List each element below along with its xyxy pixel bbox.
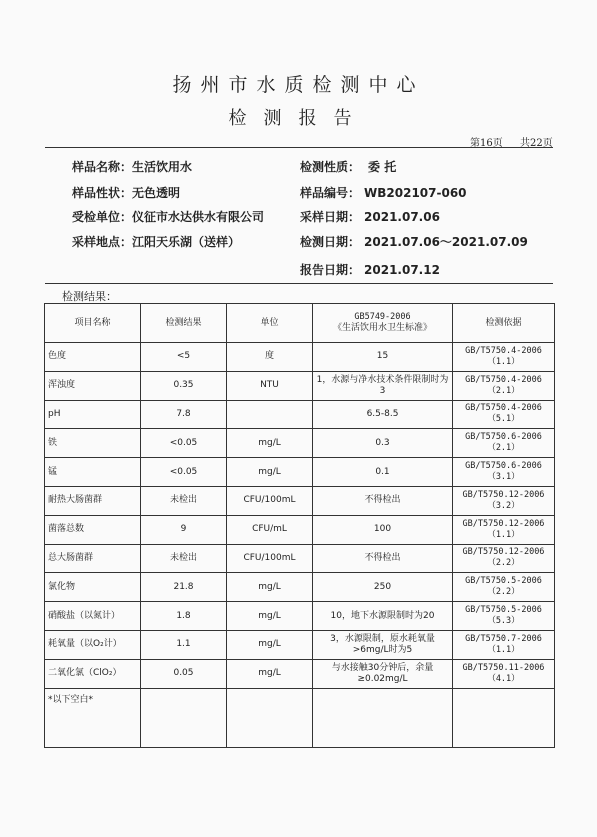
cell-basis: GB/T5750.11-2006（4.1） [453, 659, 555, 688]
cell-unit [227, 400, 313, 429]
cell-item: pH [45, 400, 141, 429]
cell-unit: 度 [227, 343, 313, 372]
sampling-date-label: 采样日期： [300, 210, 361, 224]
client-label: 受检单位： [72, 210, 133, 224]
cell-standard: 250 [313, 573, 453, 602]
org-title: 扬州市水质检测中心 [172, 74, 425, 96]
end-note: *以下空白* [45, 688, 141, 747]
header-standard [313, 304, 453, 343]
header-item: 项目名称 [45, 304, 141, 343]
location-value: 江阳天乐湖（送样） [132, 235, 241, 249]
cell-empty [453, 688, 555, 747]
cell-item: 二氧化氯（ClO₂） [45, 659, 141, 688]
cell-basis: GB/T5750.4-2006（5.1） [453, 400, 555, 429]
sampling-date-value: 2021.07.06 [364, 210, 440, 224]
cell-standard: 不得检出 [313, 544, 453, 573]
cell-result: 未检出 [141, 486, 227, 515]
table-row [45, 400, 555, 429]
cell-basis: GB/T5750.7-2006（1.1） [453, 630, 555, 659]
cell-result: 21.8 [141, 573, 227, 602]
cell-result: <0.05 [141, 458, 227, 487]
table-row [45, 573, 555, 602]
sample-name [72, 158, 192, 175]
cell-unit: mg/L [227, 429, 313, 458]
cell-item: 耐热大肠菌群 [45, 486, 141, 515]
cell-result: 1.1 [141, 630, 227, 659]
page-total: 共22页 [520, 138, 553, 149]
header-standard-code: GB5749-2006 [354, 312, 411, 322]
cell-unit: mg/L [227, 630, 313, 659]
table-row [45, 429, 555, 458]
table-row [45, 458, 555, 487]
cell-item: 总大肠菌群 [45, 544, 141, 573]
table-row [45, 343, 555, 372]
client-value: 仪征市水达供水有限公司 [132, 210, 265, 224]
test-date-value: 2021.07.06～2021.07.09 [364, 235, 528, 249]
sample-number-value: WB202107-060 [364, 186, 467, 200]
cell-standard: 与水接触30分钟后，余量≥0.02mg/L [313, 659, 453, 688]
client-unit [72, 208, 264, 225]
table-row [45, 659, 555, 688]
cell-item: 锰 [45, 458, 141, 487]
sample-number [300, 184, 467, 201]
header-unit: 单位 [227, 304, 313, 343]
cell-basis: GB/T5750.12-2006（3.2） [453, 486, 555, 515]
cell-basis: GB/T5750.6-2006（2.1） [453, 429, 555, 458]
cell-standard: 0.1 [313, 458, 453, 487]
cell-item: 硝酸盐（以氮计） [45, 602, 141, 631]
sampling-date [300, 208, 440, 225]
table-row-end [45, 688, 555, 747]
table-row [45, 544, 555, 573]
cell-basis: GB/T5750.6-2006（3.1） [453, 458, 555, 487]
sample-name-label: 样品名称： [72, 160, 133, 174]
test-nature-label: 检测性质： [300, 160, 361, 174]
cell-unit: mg/L [227, 573, 313, 602]
cell-basis: GB/T5750.4-2006（2.1） [453, 371, 555, 400]
cell-standard: 15 [313, 343, 453, 372]
cell-basis: GB/T5750.12-2006（2.2） [453, 544, 555, 573]
report-title: 检测报告 [228, 108, 369, 129]
sample-name-value: 生活饮用水 [132, 160, 193, 174]
sample-state-label: 样品性状： [72, 186, 133, 200]
cell-standard: 6.5-8.5 [313, 400, 453, 429]
cell-result: 0.05 [141, 659, 227, 688]
cell-standard: 不得检出 [313, 486, 453, 515]
cell-result: 未检出 [141, 544, 227, 573]
table-row [45, 515, 555, 544]
table-row [45, 486, 555, 515]
results-label: 检测结果： [62, 290, 117, 303]
cell-unit: CFU/100mL [227, 544, 313, 573]
cell-result: <5 [141, 343, 227, 372]
cell-result: 0.35 [141, 371, 227, 400]
cell-item: 耗氧量（以O₂计） [45, 630, 141, 659]
table-row [45, 371, 555, 400]
cell-result: 7.8 [141, 400, 227, 429]
test-nature [300, 158, 396, 175]
cell-unit: NTU [227, 371, 313, 400]
cell-basis: GB/T5750.4-2006（1.1） [453, 343, 555, 372]
cell-unit: mg/L [227, 659, 313, 688]
page-current: 第16页 [470, 138, 503, 149]
report-date-label: 报告日期： [300, 263, 361, 277]
cell-basis: GB/T5750.12-2006（1.1） [453, 515, 555, 544]
cell-empty [313, 688, 453, 747]
cell-item: 菌落总数 [45, 515, 141, 544]
test-date [300, 233, 528, 250]
table-row [45, 602, 555, 631]
cell-unit: CFU/mL [227, 515, 313, 544]
header-result: 检测结果 [141, 304, 227, 343]
header-standard-name: 《生活饮用水卫生标准》 [332, 323, 432, 333]
sample-state-value: 无色透明 [132, 186, 181, 200]
cell-item: 铁 [45, 429, 141, 458]
cell-unit: mg/L [227, 458, 313, 487]
location-label: 采样地点： [72, 235, 133, 249]
divider-top [45, 147, 553, 148]
sampling-location [72, 233, 240, 250]
cell-basis: GB/T5750.5-2006（5.3） [453, 602, 555, 631]
cell-item: 氯化物 [45, 573, 141, 602]
cell-standard: 0.3 [313, 429, 453, 458]
cell-item: 色度 [45, 343, 141, 372]
cell-unit: mg/L [227, 602, 313, 631]
cell-result: <0.05 [141, 429, 227, 458]
cell-standard: 100 [313, 515, 453, 544]
test-nature-value: 委 托 [368, 160, 397, 174]
cell-item: 浑浊度 [45, 371, 141, 400]
header-basis: 检测依据 [453, 304, 555, 343]
table-row [45, 630, 555, 659]
cell-basis: GB/T5750.5-2006（2.2） [453, 573, 555, 602]
cell-standard: 1，水源与净水技术条件限制时为3 [313, 371, 453, 400]
cell-result: 1.8 [141, 602, 227, 631]
sample-number-label: 样品编号： [300, 186, 361, 200]
report-date-value: 2021.07.12 [364, 263, 440, 277]
test-date-label: 检测日期： [300, 235, 361, 249]
cell-unit: CFU/100mL [227, 486, 313, 515]
cell-empty [227, 688, 313, 747]
sample-state [72, 184, 180, 201]
divider-mid [45, 283, 553, 284]
results-table [44, 303, 555, 748]
cell-standard: 3，水源限制，原水耗氧量>6mg/L时为5 [313, 630, 453, 659]
cell-empty [141, 688, 227, 747]
cell-result: 9 [141, 515, 227, 544]
cell-standard: 10，地下水源限制时为20 [313, 602, 453, 631]
report-date [300, 261, 440, 278]
table-header-row [45, 304, 555, 343]
